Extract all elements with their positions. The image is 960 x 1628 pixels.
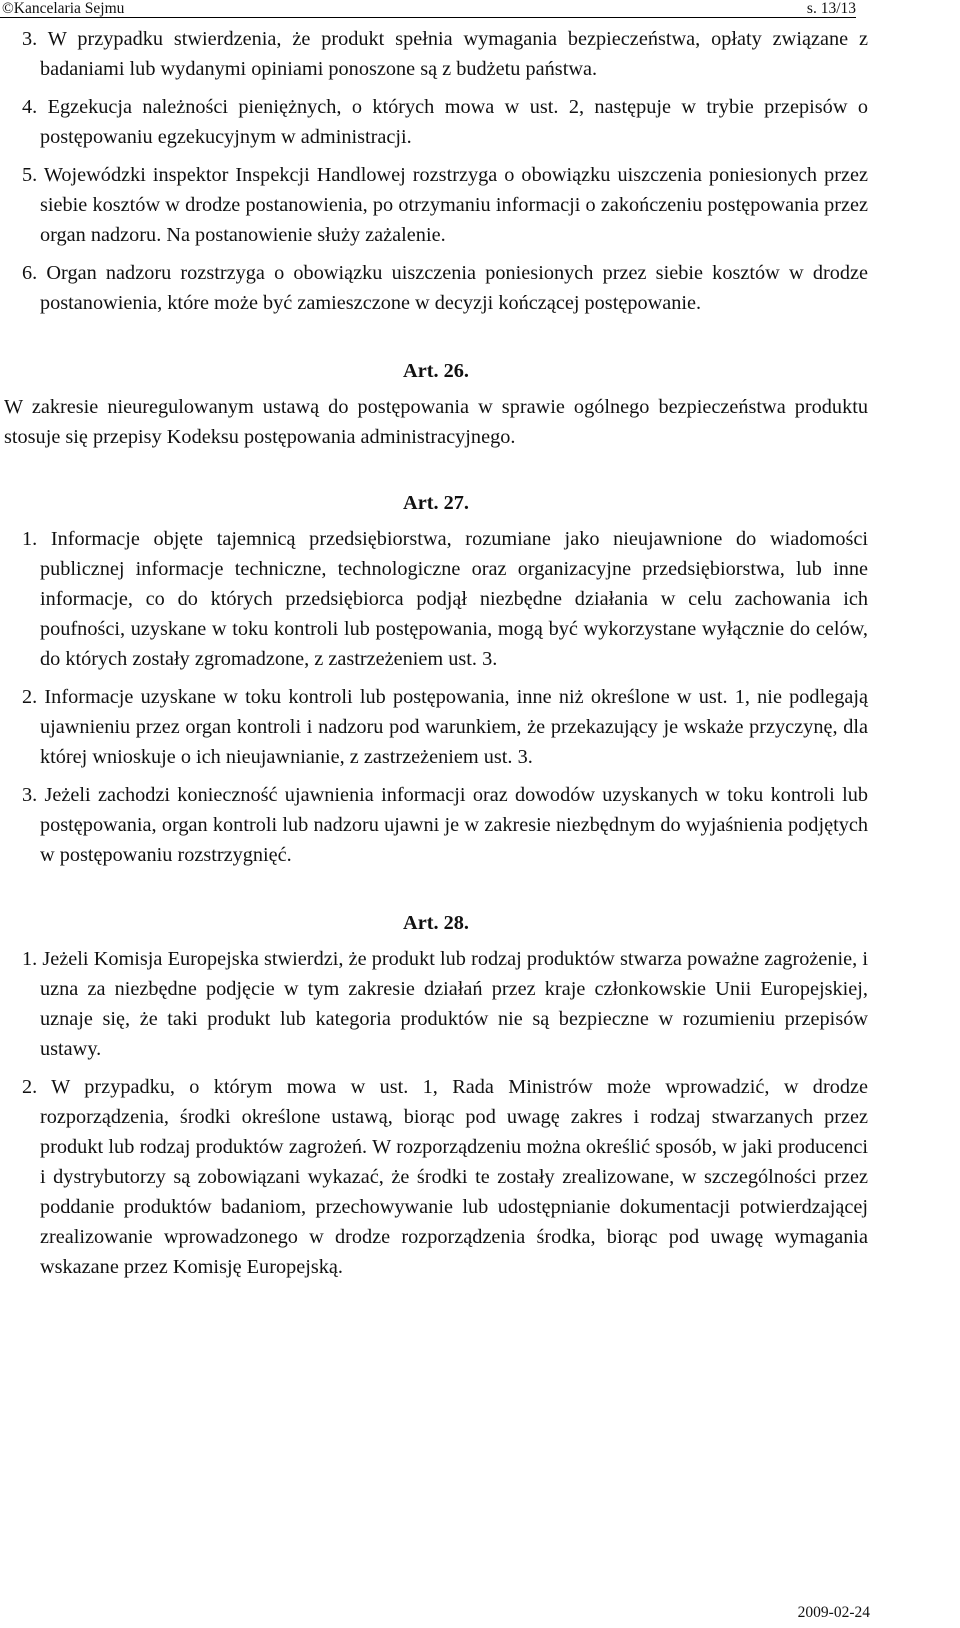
header-source: ©Kancelaria Sejmu bbox=[2, 0, 125, 17]
article-27-title: Art. 27. bbox=[403, 492, 469, 514]
header-divider bbox=[0, 17, 856, 18]
footer-date: 2009-02-24 bbox=[797, 1604, 870, 1621]
header-page-number: s. 13/13 bbox=[806, 0, 856, 17]
article-26-text: W zakresie nieuregulowanym ustawą do postępowania w sprawie ogólnego bezpieczeństwa produktu stosuje się przepisy Kodeksu postępowania administracyjnego. bbox=[4, 396, 868, 448]
article-28-paragraph-1: 1. Jeżeli Komisja Europejska stwierdzi, że produkt lub rodzaj produktów stwarza poważne zagrożenie, i uzna za niezbędne podjęcie w tym zakresie działań przez kraje członkowskie Unii Europejskiej, uznaje się, że taki produkt lub kategoria produktów nie są bezpieczne w rozumieniu przepisów ustawy. bbox=[22, 948, 868, 1060]
article-28-title: Art. 28. bbox=[403, 912, 469, 934]
paragraph-5: 5. Wojewódzki inspektor Inspekcji Handlowej rozstrzyga o obowiązku uiszczenia poniesionych przez siebie kosztów w drodze postanowienia, po otrzymaniu informacji o zakończeniu postępowania przez organ nadzoru. Na postanowienie służy zażalenie. bbox=[22, 164, 868, 246]
page-header bbox=[0, 0, 960, 22]
article-27-paragraph-2: 2. Informacje uzyskane w toku kontroli lub postępowania, inne niż określone w ust. 1, nie podlegają ujawnieniu przez organ kontroli i nadzoru pod warunkiem, że przekazujący je wskaże przyczynę, dla której wnioskuje o ich nieujawnianie, z zastrzeżeniem ust. 3. bbox=[22, 686, 868, 768]
document-body bbox=[0, 24, 868, 1290]
paragraph-3: 3. W przypadku stwierdzenia, że produkt spełnia wymagania bezpieczeństwa, opłaty związane z badaniami lub wydanymi opiniami ponoszone są z budżetu państwa. bbox=[22, 28, 868, 80]
article-27-paragraph-3: 3. Jeżeli zachodzi konieczność ujawnienia informacji oraz dowodów uzyskanych w toku kontroli lub postępowania, organ kontroli lub nadzoru ujawni je w zakresie niezbędnym do wyjaśnienia podjętych w postępowaniu rozstrzygnięć. bbox=[22, 784, 868, 866]
paragraph-6: 6. Organ nadzoru rozstrzyga o obowiązku uiszczenia poniesionych przez siebie kosztów w drodze postanowienia, które może być zamieszczone w decyzji kończącej postępowanie. bbox=[22, 262, 868, 314]
article-28-paragraph-2: 2. W przypadku, o którym mowa w ust. 1, Rada Ministrów może wprowadzić, w drodze rozporządzenia, środki określone ustawą, biorąc pod uwagę zakres i rodzaj stwarzanych przez produkt lub rodzaj produktów zagrożeń. W rozporządzeniu można określić sposób, w jaki producenci i dystrybutorzy są zobowiązani wykazać, że środki te zostały zrealizowane, w szczególności przez poddanie produktów badaniom, przechowywanie lub udostępnianie dokumentacji potwierdzającej zrealizowanie wprowadzonego w drodze rozporządzenia środka, biorąc pod uwagę wymagania wskazane przez Komisję Europejską. bbox=[22, 1076, 868, 1278]
article-27-paragraph-1: 1. Informacje objęte tajemnicą przedsiębiorstwa, rozumiane jako nieujawnione do wiadomości publicznej informacje techniczne, technologiczne oraz organizacyjne przedsiębiorstwa, lub inne informacje, co do których przedsiębiorca podjął niezbędne działania w celu zachowania ich poufności, uzyskane w toku kontroli lub postępowania, mogą być wykorzystane wyłącznie do celów, do których zostały zgromadzone, z zastrzeżeniem ust. 3. bbox=[22, 528, 868, 670]
paragraph-4: 4. Egzekucja należności pieniężnych, o których mowa w ust. 2, następuje w trybie przepisów o postępowaniu egzekucyjnym w administracji. bbox=[22, 96, 868, 148]
article-26-title: Art. 26. bbox=[403, 360, 469, 382]
